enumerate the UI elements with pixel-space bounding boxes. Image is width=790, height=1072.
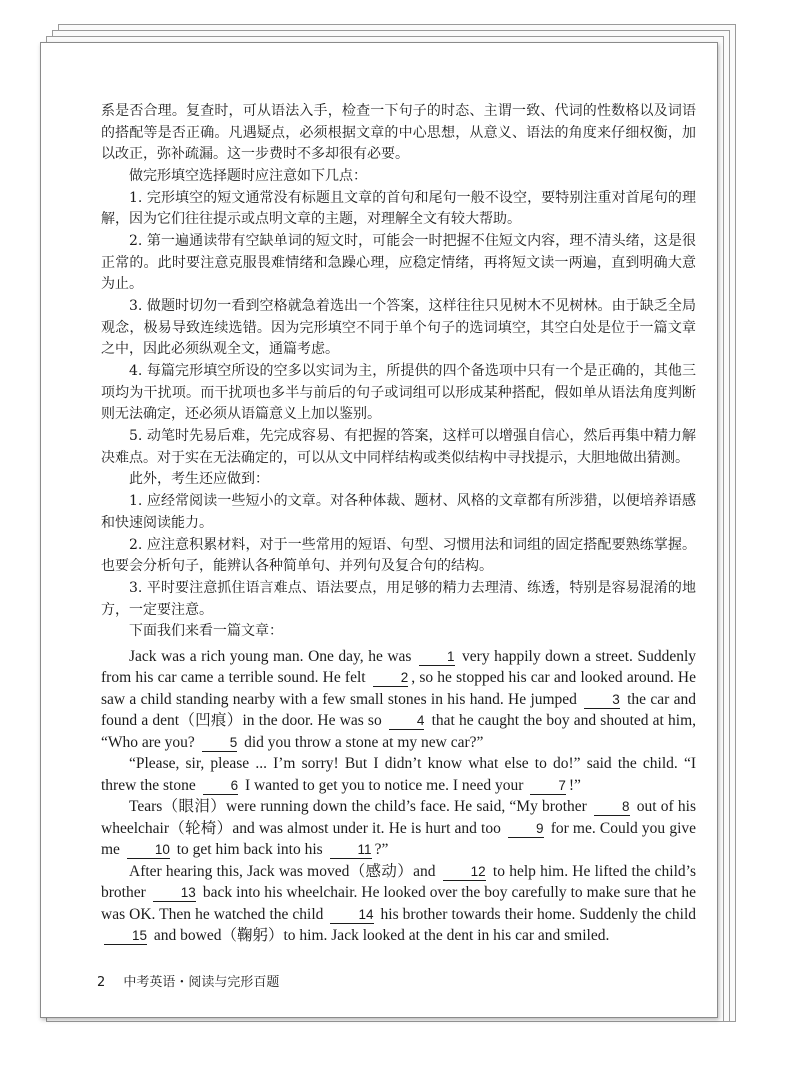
blank-11: 11 <box>330 842 372 859</box>
passage-paragraph-4 <box>101 861 696 947</box>
blank-14: 14 <box>330 907 373 924</box>
also-heading: 此外，考生还应做到： <box>129 471 269 488</box>
blank-13: 13 <box>153 885 196 902</box>
blank-6: 6 <box>203 778 239 795</box>
blank-10: 10 <box>127 842 170 859</box>
tip-4: 4. 每篇完形填空所设的空多以实词为主，所提供的四个备选项中只有一个是正确的，其他三项均为干扰项。而干扰项也多半与前后的句子或词组可以形成某种搭配，假如单从语法角度判断则无法确定，还必须从语篇意义上加以鉴别。 <box>101 363 696 423</box>
blank-8: 8 <box>594 799 630 816</box>
passage-text: Tears（眼泪）were running down the child’s face. He said, “My brother <box>129 798 587 816</box>
book-title: 中考英语・阅读与完形百题 <box>123 975 280 990</box>
passage-text: very happily down a street. Suddenly from his car came a terrible sound. He felt <box>101 647 697 687</box>
passage-text: out of his wheelchair（轮椅）and was almost under it. He is hurt and too <box>101 798 696 837</box>
tip-5: 5. 动笔时先易后难，先完成容易、有把握的答案，这样可以增强自信心，然后再集中精力解决难点。对于实在无法确定的，可以从文中同样结构或类似结构中寻找提示，大胆地做出猜测。 <box>101 428 696 466</box>
tip-1: 1. 完形填空的短文通常没有标题且文章的首句和尾句一般不设空，要特别注重对首尾句的理解，因为它们往往提示或点明文章的主题，对理解全文有较大帮助。 <box>101 189 696 228</box>
passage-text: After hearing this, Jack was moved（感动）and <box>129 862 436 880</box>
passage-text: back into his wheelchair. He looked over the boy carefully to make sure that he was OK. Then he watched the child <box>101 884 697 923</box>
passage-text: to get him back into his <box>176 841 323 859</box>
passage-text: for me. Could you give me <box>101 819 697 859</box>
passage-text: and bowed（鞠躬）to him. Jack looked at the dent in his car and smiled. <box>153 927 610 945</box>
advice-2: 2. 应注意积累材料，对于一些常用的短语、句型、习惯用法和词组的固定搭配要熟练掌握。也要会分析句子，能辨认各种简单句、并列句及复合句的结构。 <box>101 536 696 575</box>
passage-text: Jack was a rich young man. One day, he was <box>129 647 412 665</box>
book-page <box>40 42 718 1018</box>
blank-2: 2 <box>373 670 409 687</box>
passage-text: !” <box>568 776 581 794</box>
passage-lead: 下面我们来看一篇文章： <box>129 623 283 640</box>
advice-1: 1. 应经常阅读一些短小的文章。对各种体裁、题材、风格的文章都有所涉猎，以便培养语感和快速阅读能力。 <box>101 493 696 531</box>
blank-5: 5 <box>202 735 238 752</box>
passage-text: ?” <box>374 841 389 859</box>
section-intro: 做完形填空选择题时应注意如下几点： <box>129 167 367 184</box>
blank-3: 3 <box>584 692 620 709</box>
passage-text: “Please, sir, please ... I’m sorry! But I didn’t know what else to do!” said the child. “I threw the stone <box>101 755 696 794</box>
passage-text: I wanted to get you to notice me. I need your <box>244 776 524 794</box>
tip-2: 2. 第一遍通读带有空缺单词的短文时，可能会一时把握不住短文内容，理不清头绪，这是很正常的。此时要注意克服畏难情绪和急躁心理，应稳定情绪，再将短文读一两遍，直到明确大意为止。 <box>101 233 696 293</box>
blank-4: 4 <box>389 713 425 730</box>
passage-paragraph-3 <box>101 796 696 861</box>
cloze-passage <box>101 646 696 947</box>
passage-text: that he caught the boy and shouted at him, “Who are you? <box>101 712 697 751</box>
passage-paragraph-1 <box>101 646 696 754</box>
passage-text: his brother towards their home. Suddenly the child <box>380 905 696 923</box>
paragraph-continuation: 系是否合理。复查时，可从语法入手，检查一下句子的时态、主谓一致、代词的性数格以及词语的搭配等是否正确。凡遇疑点，必须根据文章的中心思想，从意义、语法的角度来仔细权衡，加以改正，弥补疏漏。这一步费时不多却很有必要。 <box>101 103 696 163</box>
blank-15: 15 <box>104 928 147 945</box>
passage-text: , so he stopped his car and looked around. He saw a child standing nearby with a few small stones in his hand. He jumped <box>101 669 696 708</box>
page-footer <box>97 971 279 990</box>
blank-7: 7 <box>530 778 566 795</box>
blank-12: 12 <box>443 864 486 881</box>
passage-text: did you throw a stone at my new car?” <box>244 733 484 751</box>
page-content <box>101 101 696 947</box>
blank-9: 9 <box>508 821 544 838</box>
passage-paragraph-2 <box>101 753 696 796</box>
passage-text: to help him. He lifted the child’s brother <box>101 862 696 902</box>
page-number: 2 <box>97 975 106 990</box>
passage-text: the car and found a dent（凹痕）in the door. He was so <box>101 690 696 730</box>
tip-3: 3. 做题时切勿一看到空格就急着选出一个答案，这样往往只见树木不见树林。由于缺乏全局观念，极易导致连续选错。因为完形填空不同于单个句子的选词填空，其空白处是位于一篇文章之中，因此必须纵观全文，通篇考虑。 <box>101 298 696 358</box>
advice-3: 3. 平时要注意抓住语言难点、语法要点，用足够的精力去理清、练透，特别是容易混淆的地方，一定要注意。 <box>101 579 696 618</box>
blank-1: 1 <box>419 649 455 666</box>
